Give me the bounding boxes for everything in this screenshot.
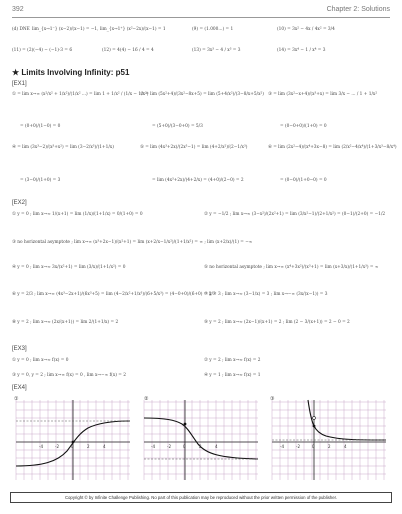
ex1-row [12, 145, 397, 169]
ex4-label: [EX4] [12, 385, 27, 391]
solution-cell: ② y = −1/2 ; lim x→∞ (3−x²)/(2x²+1) = lim (3/x²−1)/(2+1/x²) = (0−1)/(2+0) = −1/2 [204, 212, 386, 217]
top-row [12, 48, 390, 62]
ex3-label: [EX3] [12, 346, 27, 352]
answer-cell: (9) = (1.000...) = 1 [192, 27, 234, 32]
answer-cell: (13) = 3x³ − 4 / x³ = 3 [192, 48, 241, 53]
ex2-row [12, 292, 390, 310]
ex2-row [12, 320, 390, 338]
tick-label: 2 [87, 444, 90, 449]
ex1-row [12, 124, 390, 134]
solution-cell: ⑥ y = 2/3 ; lim x→∞ (4x³−2x+1)/(6x³+5) = lim (4−2/x²+1/x³)/(6+5/x³) = (4−0+0)/(6+0) = 2/3 [12, 292, 216, 297]
open-point [313, 417, 316, 420]
solution-cell: ③ = lim (3x²−x+4)/(x³+x) = lim 3/x − ... / 1 + 1/x² [268, 92, 378, 97]
graph-3 [268, 396, 390, 482]
tick-label: 0 [183, 444, 186, 449]
tick-label: -4 [151, 444, 155, 449]
tick-label: 4 [344, 444, 347, 449]
solution-cell: = (0−0+0)/(1+0) = 0 [280, 124, 327, 129]
graph-label: ③ [270, 396, 275, 402]
solution-cell: ① y = 0 ; lim x→∞ f(x) = 0 [12, 358, 69, 363]
ex3-row [12, 373, 390, 383]
solution-cell: ⑥ = lim (2x²−4)/(x⁴+3x−8) = lim (2/x²−4/x⁴)/(1+3/x³−8/x⁴) [268, 145, 397, 150]
chapter-title: Chapter 2: Solutions [326, 6, 390, 13]
solution-cell: ② = lim (5x²+4)/(3x²−8x+5) = lim (5+4/x²)/(3−8/x+5/x²) [140, 92, 264, 97]
ex1-row [12, 178, 390, 188]
answer-cell: (11) = (2)(−4) − (−1)·3 = 6 [12, 48, 73, 53]
point [72, 441, 75, 444]
tick-label: 2 [328, 444, 331, 449]
solution-cell: ② y = 2 ; lim x→∞ f(x) = 2 [204, 358, 261, 363]
solution-cell: ⑧ y = 2 ; lim x→∞ (2x/(x+1)) = lim 2/(1+1/x) = 2 [12, 320, 119, 325]
tick-label: 2 [199, 444, 202, 449]
point [184, 423, 187, 426]
tick-label: 0 [71, 444, 74, 449]
tick-label: -2 [167, 444, 171, 449]
solution-cell: = (3−0)/(1+0) = 3 [20, 178, 61, 183]
graph-label: ① [14, 396, 19, 402]
ex3-row [12, 358, 390, 368]
solution-cell: ⑤ no horizontal asymptote ; lim x→∞ (x⁴+3x²)/(x³+1) = lim (x+3/x)/(1+1/x³) = ∞ [204, 265, 379, 270]
graph-2-svg [140, 396, 262, 482]
point [313, 425, 316, 428]
solution-cell: ④ y = 1 ; lim x→∞ f(x) = 1 [204, 373, 261, 378]
tick-label: -4 [39, 444, 43, 449]
graph-2 [140, 396, 262, 482]
graph-1 [12, 396, 134, 482]
solution-cell: ① = lim x→∞ (x²/x² + 1/x²)/(1/x² ...) = lim 1 + 1/x² / (1/x − 1/x²) [12, 92, 149, 97]
answer-cell: (d) DNE [12, 27, 30, 32]
solution-cell: = (0+0)/(1−0) = 0 [20, 124, 61, 129]
curve [144, 418, 258, 459]
ex2-row [12, 240, 390, 258]
ex2-row [12, 265, 390, 283]
tick-label: -2 [55, 444, 59, 449]
section-title: ★ Limits Involving Infinity: p51 [12, 68, 130, 77]
answer-cell: (10) = 3x² − 4x / 4x² = 3/4 [277, 27, 335, 32]
solution-cell: ⑦ y = 3 ; lim x→∞ (3−1/x) = 3 ; lim x→−∞ (3x/(x−1)) = 3 [204, 292, 328, 297]
solution-cell: ③ y = 0, y = 2 ; lim x→∞ f(x) = 0 , lim x→−∞ f(x) = 2 [12, 373, 126, 378]
ex1-label: [EX1] [12, 81, 27, 87]
header-rule [12, 17, 390, 18]
graph-1-svg [12, 396, 134, 482]
answer-cell: (12) = 4(4) − 16 / 4 = 4 [102, 48, 154, 53]
copyright-footer: Copyright © by Infinite Challenge Publishing. No part of this publication may be reproduced without the prior written permission of the publisher. [10, 492, 392, 503]
page-number: 392 [12, 6, 24, 13]
solution-cell: ① y = 0 ; lim x→∞ 1/(x+1) = lim (1/x)/(1+1/x) = 0/(1+0) = 0 [12, 212, 143, 217]
tick-label: 0 [312, 444, 315, 449]
top-row [12, 27, 390, 41]
solution-cell: ⑤ = lim (4x³+2x)/(2x³−1) = lim (4+2/x²)/(2−1/x³) [140, 145, 248, 150]
solution-cell: ③ no horizontal asymptote ; lim x→∞ (x³+2x−1)/(x²+1) = lim (x+2/x−1/x²)/(1+1/x²) = ∞ ; lim (x+2/x)/(1) = −∞ [12, 240, 253, 245]
solution-cell: = (0−0)/(1+0−0) = 0 [280, 178, 327, 183]
tick-label: 4 [215, 444, 218, 449]
ex2-label: [EX2] [12, 200, 27, 206]
solution-cell: ④ = lim (3x³−2)/(x³+x²) = lim (3−2/x³)/(1+1/x) [12, 145, 114, 150]
graph-3-svg [268, 396, 390, 482]
tick-label: -4 [280, 444, 284, 449]
tick-label: 4 [103, 444, 106, 449]
answer-cell: (14) = 3x⁴ − 1 / x⁴ = 3 [277, 48, 326, 53]
graph-label: ② [144, 396, 149, 402]
ex1-row [12, 92, 390, 116]
solution-cell: ④ y = 0 ; lim x→∞ 3x/(x²+1) = lim (3/x)/(1+1/x²) = 0 [12, 265, 126, 270]
tick-label: -2 [296, 444, 300, 449]
answer-cell: lim_{x→1⁻} (x−2)/(x−1) = −1, lim_{x→1⁺} (x²−2x)/(x−1) = 1 [32, 27, 166, 32]
solution-cell: = (5+0)/(3−0+0) = 5/3 [152, 124, 203, 129]
ex2-row [12, 212, 390, 230]
solution-cell: = lim (4x³+2x)/(4+2/x) = (4+0)/(2−0) = 2 [152, 178, 244, 183]
solution-cell: ⑨ y = 2 ; lim x→∞ (2x−1)/(x+1) = 2 ; lim (2 − 3/(x+1)) = 2 − 0 = 2 [204, 320, 350, 325]
